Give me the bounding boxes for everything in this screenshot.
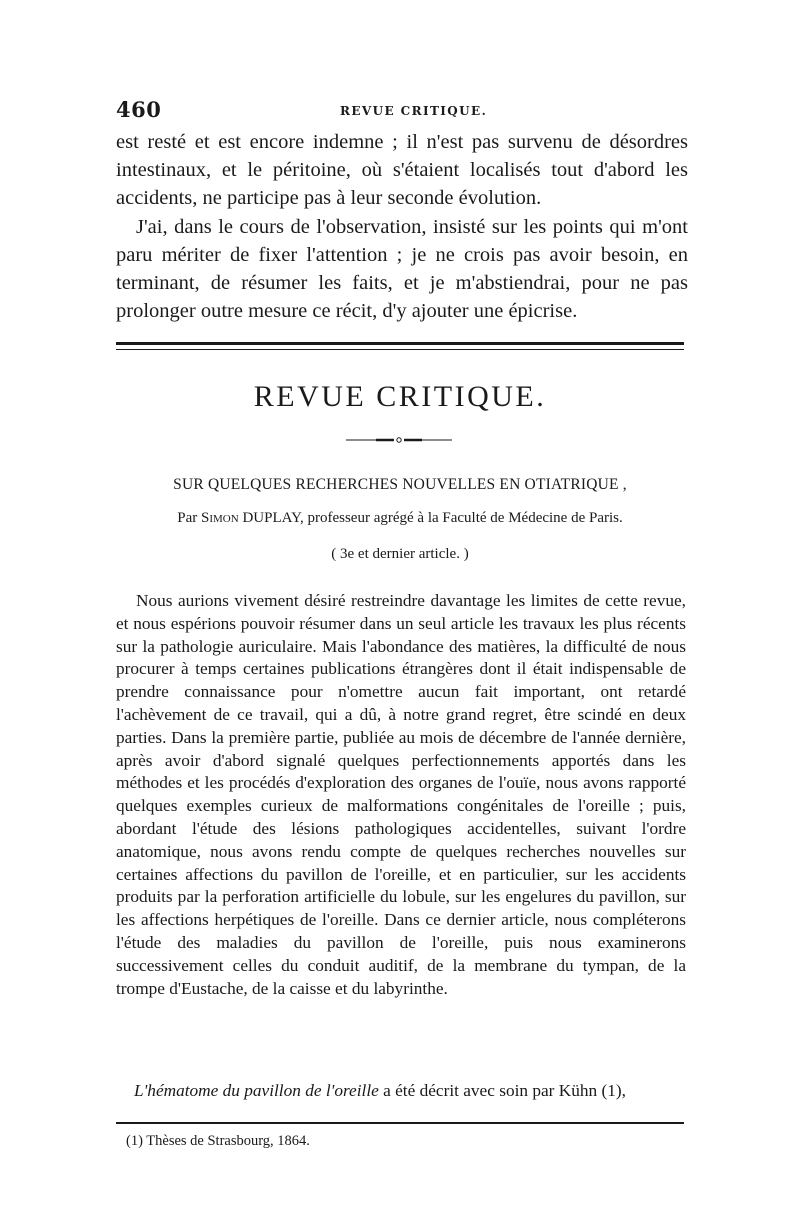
author-family-name: DUPLAY, [242,510,304,526]
footnote: (1) Thèses de Strasbourg, 1864. [126,1133,310,1149]
continuation-paragraph-2: J'ai, dans le cours de l'observation, insisté sur les points qui m'ont paru mériter de fixer l'attention ; je ne crois pas avoir besoin, en terminant, de résumer les faits, et je m'abstiendrai, pour ne pas prolonger outre mesure ce récit, d'y ajouter une épicrise. [116,215,688,323]
article-note: ( 3e et dernier article. ) [331,546,469,562]
section-title: REVUE CRITIQUE. [253,380,547,413]
page-number: 460 [116,97,162,122]
article-title: SUR QUELQUES RECHERCHES NOUVELLES EN OTIATRIQUE , [173,476,627,493]
section-separator-thick [116,342,684,345]
footnote-rule [116,1122,684,1124]
section-separator-thin [116,349,684,350]
ornament-divider-icon [346,437,452,443]
continuation-paragraph-1: est resté et est encore indemne ; il n'est pas survenu de désordres intestinaux, et le péritoine, où s'étaient localisés tout d'abord les accidents, ne participe pas à leur seconde évolution. [116,131,688,210]
last-paragraph-text: a été décrit avec soin par Kühn (1), [378,1081,626,1100]
article-paragraph: Nous aurions vivement désiré restreindre davantage les limites de cette revue, et nous espérions pouvoir résumer dans un seul article les travaux les plus récents sur la pathologie auriculaire. Mais l'abondance des matières, la difficulté de nous procurer à temps certaines publications étrangères dont il était indispensable de prendre connaissance pour n'omettre aucun fait important, ont retardé l'achèvement de ce travail, qui a dû, à notre grand regret, être scindé en deux parties. Dans la première partie, publiée au mois de décembre de l'année dernière, après avoir d'abord signalé quelques perfectionnements apportés dans les méthodes et les procédés d'exploration des organes de l'ouïe, nous avons rapporté quelques exemples curieux de malformations congénitales de l'oreille ; puis, abordant l'étude des lésions pathologiques accidentelles, suivant l'ordre anatomique, nous avons rendu compte de quelques recherches nouvelles sur certaines affections du pavillon de l'oreille, et en particulier, sur les accidents produits par la perforation artificielle du lobule, sur les engelures du pavillon, sur les affections herpétiques de l'oreille. Dans ce dernier article, nous compléterons l'étude des maladies du pavillon de l'oreille, puis nous examinerons successivement celles du conduit auditif, de la membrane du tympan, de la trompe d'Eustache, de la caisse et du labyrinthe. [116,591,686,998]
continuation-text [116,128,688,325]
byline-prefix: Par [177,510,198,526]
hematoma-term: L'hématome du pavillon de l'oreille [134,1081,379,1100]
running-head: REVUE CRITIQUE. [340,104,488,118]
author-given-name: Simon [201,510,239,526]
article-last-paragraph [116,1080,686,1103]
author-affiliation: professeur agrégé à la Faculté de Médecine de Paris. [307,510,623,526]
article-body [116,590,686,1000]
byline [0,510,800,527]
